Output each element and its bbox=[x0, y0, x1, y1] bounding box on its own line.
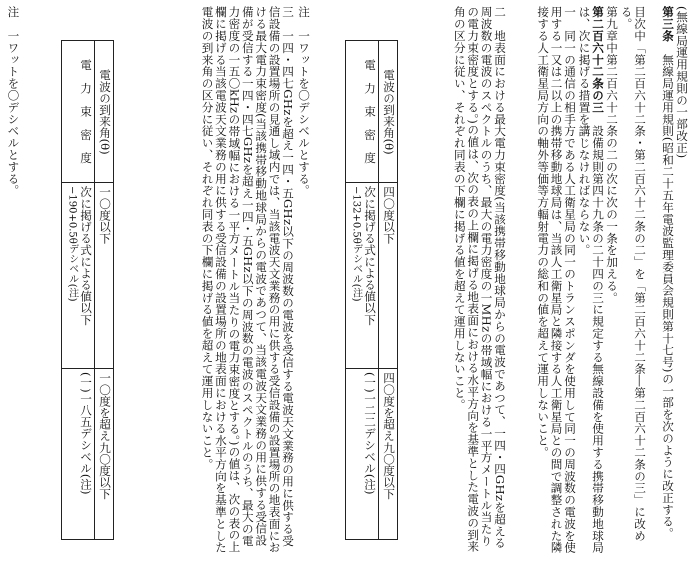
chapter-9-amendment: 第九章中第二百六十二条の二の次に次の一条を加える。 bbox=[605, 6, 619, 304]
table1-row1-flux bbox=[346, 182, 379, 368]
table1-row2-flux: (一)一二二デシベル(注) bbox=[346, 368, 379, 539]
table1-note: 注 一ワットを〇デシベルとする。 bbox=[297, 6, 311, 197]
flux-table-1 bbox=[345, 40, 398, 540]
article-262-3-heading: 第二百六十二条の三 bbox=[591, 6, 605, 114]
table2-row1-flux-a: 次に掲げる式による値以下 bbox=[79, 185, 93, 325]
item-2: 二 地表面における最大電力束密度(当該携帯移動地球局からの電波であつて、一四・四GHzを超える周波数の電波のスペクトルのうち、最大の電力密度の一MHzの帯域幅における一平方メートル当たりの電力束密度とする。)の値は、次の表の上欄に掲げる地表面における水平方向を基準とした電波の到来角の区分に従い、それぞれ同表の下欄に掲げる値を超えて運用しないこと。 bbox=[452, 6, 507, 553]
article-3-line bbox=[661, 6, 674, 556]
table2-row1-flux-b: −190+0.5θデシベル(注) bbox=[66, 185, 78, 302]
table1-row2-angle: 四〇度を超え九〇度以下 bbox=[379, 368, 398, 539]
article-3-heading: 第三条 bbox=[661, 6, 675, 42]
table1-row1-flux-b: −132+0.5θデシベル(注) bbox=[350, 185, 362, 302]
item-3: 三 一四・四七GHzを超え一四・五GHz以下の周波数の電波を受信する電波天文業務の用に供する受信設備の設置場所の見通し域内では、当該電波天文業務の用に供する受信設備の設置場所の地表面における最大電力束密度(当該携帯移動地球局からの電波であつて、当該電波天文業務の用に供する受信設備が受信する一四・四七GHzを超え一四・五GHz以下の周波数の電波のスペクトルのうち、最大の電力密度の一五〇kHzの帯域幅における一平方メートル当たりの電力束密度とする。)の値は、次の表の上欄に掲げる当該電波天文業務の用に供する受信設備の設置場所の地表面における水平方向を基準とした電波の到来角の区分に従い、それぞれ同表の下欄に掲げる値を超えて運用しないこと。 bbox=[200, 6, 295, 554]
table1-header-angle: 電波の到来角(θ) bbox=[379, 41, 398, 183]
table2-row1-angle: 一〇度以下 bbox=[95, 182, 114, 368]
table1-row1-angle: 四〇度以下 bbox=[379, 182, 398, 368]
table2-row2-angle: 一〇度を超え九〇度以下 bbox=[95, 368, 114, 539]
table2-header-flux: 電 力 束 密 度 bbox=[62, 41, 95, 183]
flux-table-2 bbox=[61, 40, 114, 540]
article-262-3 bbox=[577, 6, 604, 556]
table2-note: 注 一ワットを〇デシベルとする。 bbox=[6, 6, 21, 197]
table1-row1-flux-a: 次に掲げる式による値以下 bbox=[363, 185, 377, 325]
table2-row2-flux: (一)一八五デシベル(注) bbox=[62, 368, 95, 539]
article-262-3-text: 設備規則第四十九条の二十四の三に規定する無線設備を使用する携帯移動地球局は、次に掲げる措置を講じなければならない。 bbox=[577, 6, 605, 554]
item-1: 一 同一の通信の相手方である人工衛星局の同一のトランスポンダを使用して同一の周波数の電波を使用する一又は二以上の携帯移動地球局は、当該人工衛星局と隣接する人工衛星局との間で調整された隣接する人工衛星局方向の軸外等価等方輻射電力の総和の値を超えて運用しないこと。 bbox=[536, 6, 577, 554]
table2-header-angle: 電波の到来角(θ) bbox=[95, 41, 114, 183]
section-caption: (無線局運用規則の一部改正) bbox=[675, 6, 689, 159]
table2-row1-flux bbox=[62, 182, 95, 368]
table1-header-flux: 電 力 束 密 度 bbox=[346, 41, 379, 183]
article-3-text: 無線局運用規則(昭和二十五年電波監理委員会規則第十七号)の一部を次のように改正する。 bbox=[661, 41, 675, 540]
toc-amendment: 目次中「第二百六十二条・第二百六十二条の二」を「第二百六十二条―第二百六十二条の三」に改める。 bbox=[619, 6, 647, 542]
